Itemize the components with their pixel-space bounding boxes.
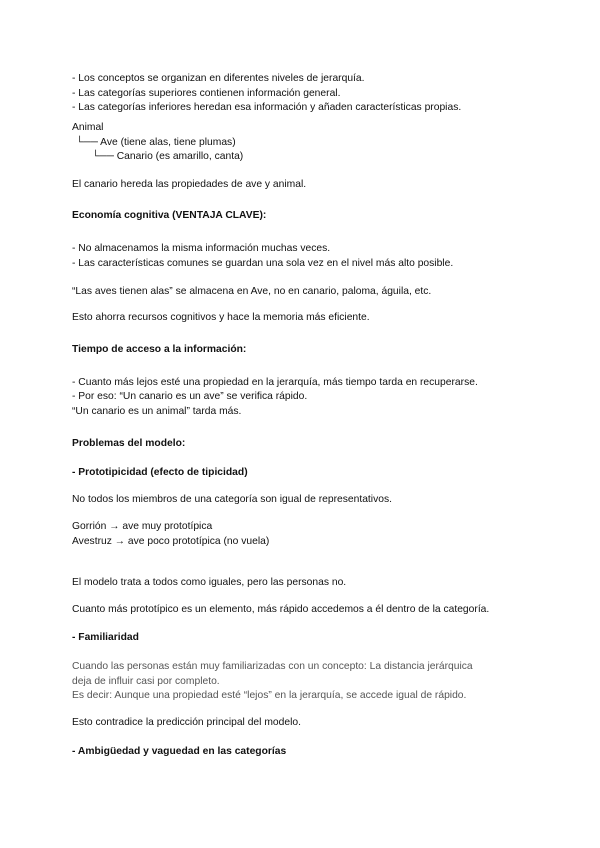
- economy-bullet: - No almacenamos la misma información muchas veces.: [72, 243, 331, 254]
- inheritance-note: El canario hereda las propiedades de ave y animal.: [72, 179, 307, 190]
- section-heading-problems: Problemas del modelo:: [72, 438, 186, 449]
- subheading-familiarity: - Familiaridad: [72, 632, 139, 643]
- access-time-line: - Cuanto más lejos esté una propiedad en la jerarquía, más tiempo tarda en recuperarse.: [72, 377, 478, 388]
- access-time-line: “Un canario es un animal” tarda más.: [72, 406, 242, 417]
- section-heading-economy: Economía cognitiva (VENTAJA CLAVE):: [72, 210, 267, 221]
- tree-level-1: └── Ave (tiene alas, tiene plumas): [76, 137, 236, 148]
- prototypicality-text: No todos los miembros de una categoría son igual de representativos.: [72, 494, 392, 505]
- subheading-prototypicality: - Prototipicidad (efecto de tipicidad): [72, 467, 248, 478]
- familiarity-line: Es decir: Aunque una propiedad esté “lejos” en la jerarquía, se accede igual de rápido.: [72, 690, 467, 701]
- prototypicality-note: Cuanto más prototípico es un elemento, más rápido accedemos a él dentro de la categoría.: [72, 604, 490, 615]
- intro-bullet: - Las categorías superiores contienen información general.: [72, 88, 341, 99]
- prototypicality-example: Avestruz → ave poco prototípica (no vuela): [72, 536, 270, 547]
- familiarity-line: deja de influir casi por completo.: [72, 676, 220, 687]
- tree-level-2: └── Canario (es amarillo, canta): [92, 151, 244, 162]
- familiarity-line: Cuando las personas están muy familiarizadas con un concepto: La distancia jerárquica: [72, 661, 473, 672]
- prototypicality-example: Gorrión → ave muy prototípica: [72, 521, 213, 532]
- section-heading-access-time: Tiempo de acceso a la información:: [72, 344, 247, 355]
- economy-note: Esto ahorra recursos cognitivos y hace la memoria más eficiente.: [72, 312, 370, 323]
- access-time-line: - Por eso: “Un canario es un ave” se verifica rápido.: [72, 391, 308, 402]
- familiarity-note: Esto contradice la predicción principal del modelo.: [72, 717, 301, 728]
- economy-bullet: - Las características comunes se guardan una sola vez en el nivel más alto posible.: [72, 258, 454, 269]
- prototypicality-note: El modelo trata a todos como iguales, pero las personas no.: [72, 577, 347, 588]
- economy-example: “Las aves tienen alas” se almacena en Ave, no en canario, paloma, águila, etc.: [72, 286, 432, 297]
- intro-bullet: - Las categorías inferiores heredan esa información y añaden características propias.: [72, 102, 462, 113]
- tree-root: Animal: [72, 122, 104, 133]
- intro-bullet: - Los conceptos se organizan en diferentes niveles de jerarquía.: [72, 73, 365, 84]
- subheading-ambiguity: - Ambigüedad y vaguedad en las categorías: [72, 746, 287, 757]
